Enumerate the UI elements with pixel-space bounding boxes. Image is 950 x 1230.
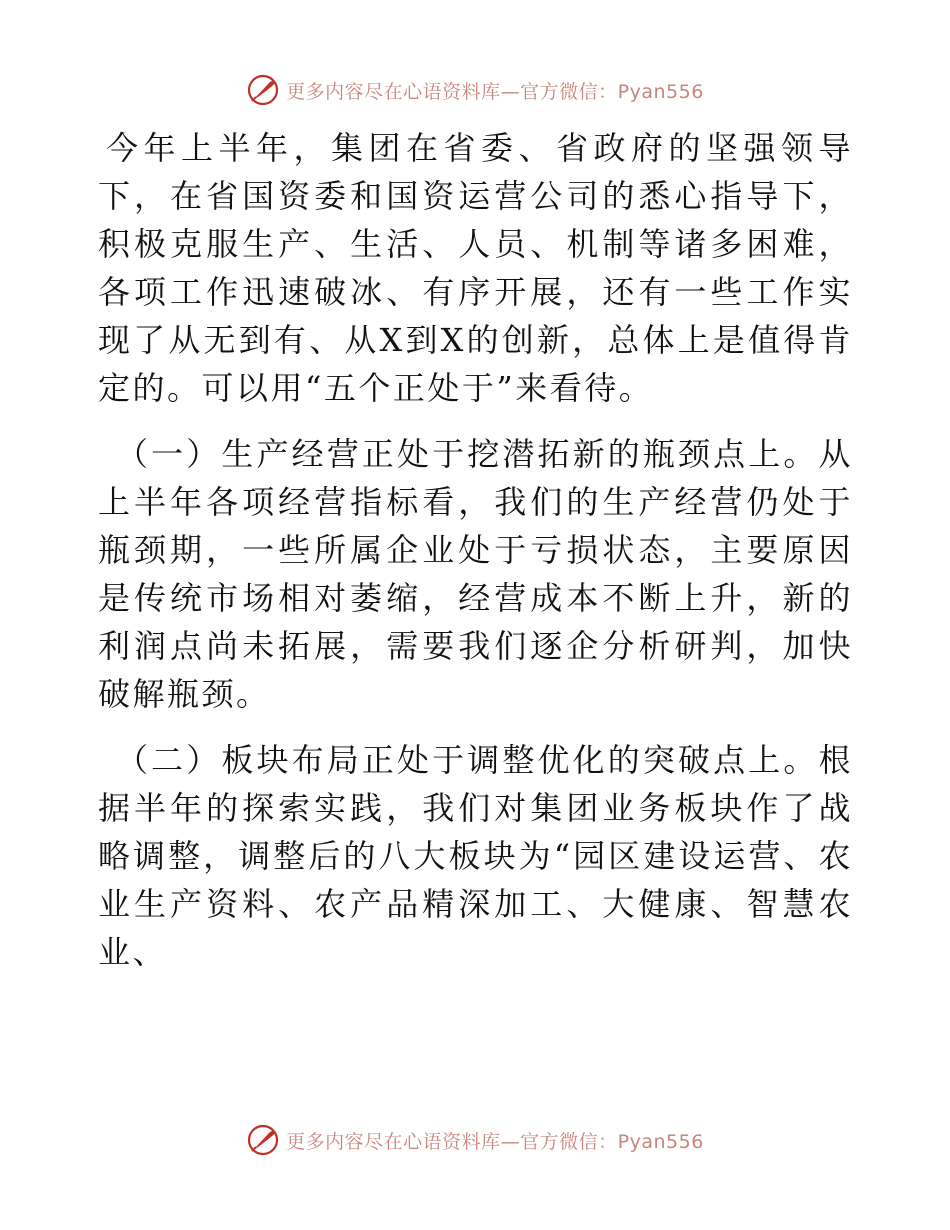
header-watermark-banner: [0, 70, 950, 110]
paragraph-section-1: （一）生产经营正处于挖潜拓新的瓶颈点上。从上半年各项经营指标看，我们的生产经营仍处于瓶颈期，一些所属企业处于亏损状态，主要原因是传统市场相对萎缩，经营成本不断上升，新的利润点尚未拓展，需要我们逐企分析研判，加快破解瓶颈。: [98, 435, 853, 713]
document-body: [98, 124, 853, 994]
header-banner-text: 更多内容尽在心语资料库—官方微信：Pyan556: [286, 80, 704, 103]
paragraph-intro: 今年上半年，集团在省委、省政府的坚强领导下，在省国资委和国资运营公司的悉心指导下，积极克服生产、生活、人员、机制等诸多困难，各项工作迅速破冰、有序开展，还有一些工作实现了从无到有、从X到X的创新，总体上是值得肯定的。可以用“五个正处于”来看待。: [98, 129, 853, 407]
paragraph-section-2: （二）板块布局正处于调整优化的突破点上。根据半年的探索实践，我们对集团业务板块作了战略调整，调整后的八大板块为“园区建设运营、农业生产资料、农产品精深加工、大健康、智慧农业、: [98, 741, 853, 971]
footer-watermark-banner: [0, 1120, 950, 1160]
quill-pen-logo-icon: [246, 73, 280, 107]
quill-pen-logo-icon: [246, 1123, 280, 1157]
footer-banner-text: 更多内容尽在心语资料库—官方微信：Pyan556: [286, 1130, 704, 1153]
